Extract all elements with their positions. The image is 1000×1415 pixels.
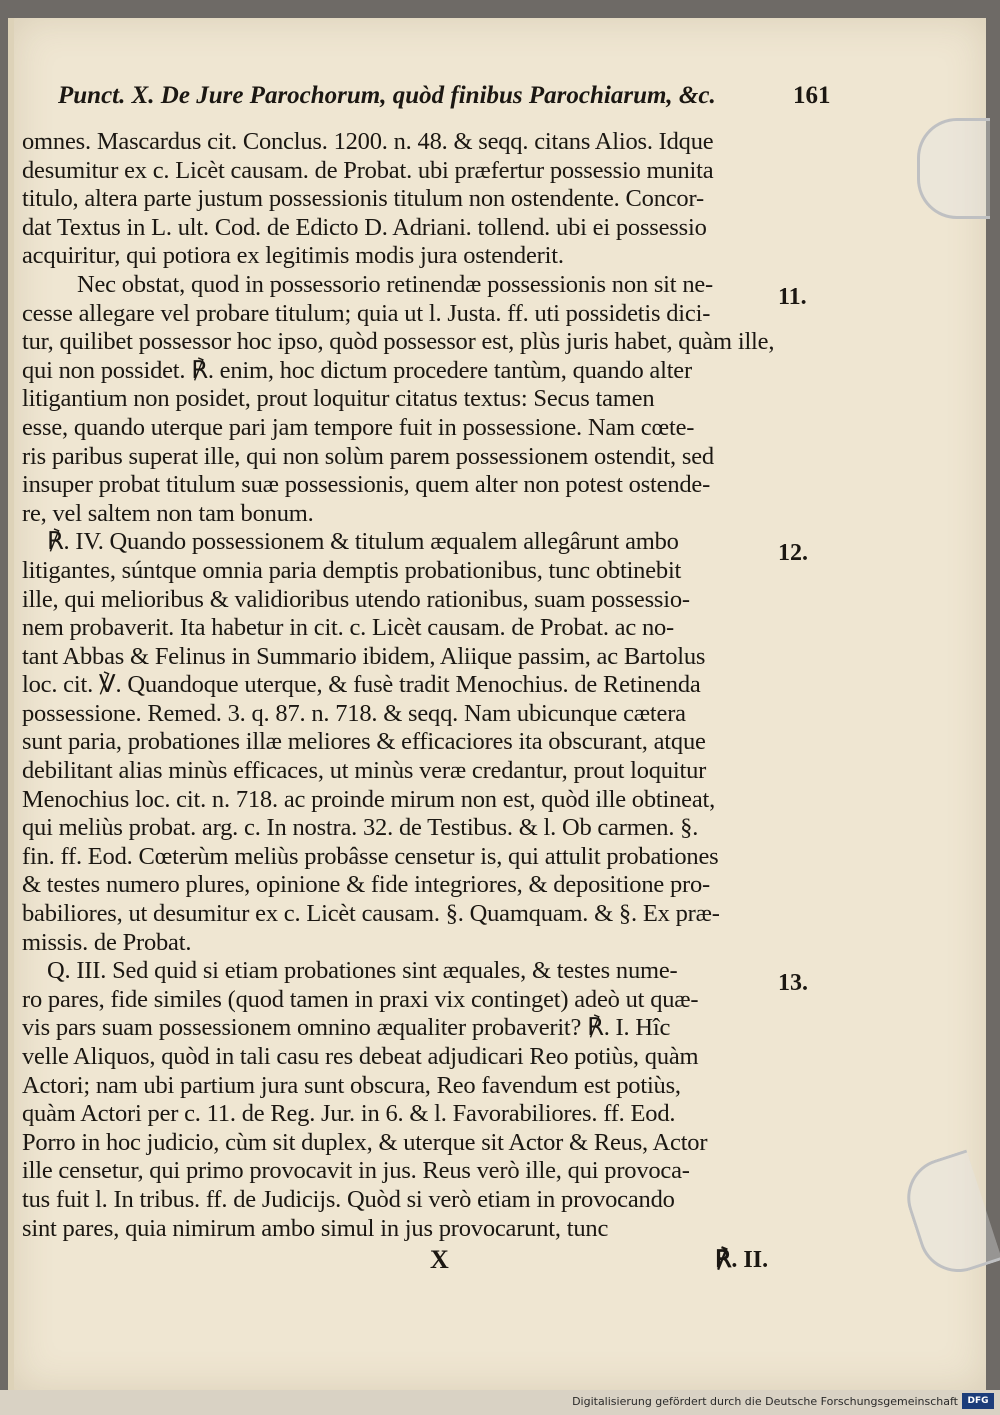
text-line: acquiritur, qui potiora ex legitimis modis jura ostenderit. xyxy=(22,242,564,270)
text-line: possessione. Remed. 3. q. 87. n. 718. & seqq. Nam ubicunque cætera xyxy=(22,699,686,727)
text-line: re, vel saltem non tam bonum. xyxy=(22,499,314,527)
text-line: loc. cit. ℣. Quandoque uterque, & fusè tradit Menochius. de Retinenda xyxy=(22,671,701,699)
text-line: Q. III. Sed quid si etiam probationes sint æquales, & testes nume- xyxy=(47,957,678,985)
text-line: ℟. IV. Quando possessionem & titulum æqualem allegârunt ambo xyxy=(47,528,679,556)
text-line: quàm Actori per c. 11. de Reg. Jur. in 6. & l. Favorabiliores. ff. Eod. xyxy=(22,1100,676,1128)
text-line: qui meliùs probat. arg. c. In nostra. 32. de Testibus. & l. Ob carmen. §. xyxy=(22,814,699,842)
text-line: tant Abbas & Felinus in Summario ibidem, Aliique passim, ac Bartolus xyxy=(22,642,706,670)
page-number: 161 xyxy=(793,82,831,109)
text-line: velle Aliquos, quòd in tali casu res debeat adjudicari Reo potiùs, quàm xyxy=(22,1043,699,1070)
text-line: ro pares, fide similes (quod tamen in praxi vix continget) adeò ut quæ- xyxy=(22,985,699,1013)
margin-number: 13. xyxy=(778,970,808,996)
text-line: ille, qui melioribus & validioribus utendo rationibus, suam possessio- xyxy=(22,585,690,613)
margin-number: 12. xyxy=(778,540,808,566)
digitization-footer xyxy=(0,1390,1000,1415)
funding-credit: Digitalisierung gefördert durch die Deutsche Forschungsgemeinschaft xyxy=(572,1395,958,1408)
text-line: missis. de Probat. xyxy=(22,928,192,956)
text-line: litigantes, súntque omnia paria demptis probationibus, tunc obtinebit xyxy=(22,556,682,584)
running-header xyxy=(58,82,848,110)
text-line: qui non possidet. ℟. enim, hoc dictum procedere tantùm, quando alter xyxy=(22,356,692,384)
text-line: vis pars suam possessionem omnino æqualiter probaverit? ℟. I. Hîc xyxy=(22,1014,671,1042)
text-line: fin. ff. Eod. Cœterùm meliùs probâsse censetur is, qui attulit probationes xyxy=(22,842,719,870)
text-line: ille censetur, qui primo provocavit in jus. Reus verò ille, qui provoca- xyxy=(22,1157,690,1185)
text-line: tur, quilibet possessor hoc ipso, quòd possessor est, plùs juris habet, quàm ille, xyxy=(22,328,775,356)
text-line: omnes. Mascardus cit. Conclus. 1200. n. 48. & seqq. citans Alios. Idque xyxy=(22,128,714,155)
page-clip-top xyxy=(917,118,990,219)
text-line: debilitant alias minùs efficaces, ut minùs veræ credantur, prout loquitur xyxy=(22,757,707,785)
text-line: babiliores, ut desumitur ex c. Licèt causam. §. Quamquam. & §. Ex præ- xyxy=(22,900,720,928)
page-clip-bottom xyxy=(897,1150,1000,1283)
running-title: Punct. X. De Jure Parochorum, quòd finibus Parochiarum, &c. xyxy=(58,82,716,109)
text-line: litigantium non posidet, prout loquitur citatus textus: Secus tamen xyxy=(22,385,655,413)
signature-mark: X xyxy=(430,1245,449,1274)
text-line: sunt paria, probationes illæ meliores & efficaciores ita obscurant, atque xyxy=(22,728,706,756)
margin-number: 11. xyxy=(778,284,807,310)
text-line: dat Textus in L. ult. Cod. de Edicto D. Adriani. tollend. ubi ei possessio xyxy=(22,213,707,241)
text-line: tus fuit l. In tribus. ff. de Judicijs. Quòd si verò etiam in provocando xyxy=(22,1185,675,1213)
text-line: titulo, altera parte justum possessionis titulum non ostendente. Concor- xyxy=(22,185,704,213)
text-line: Menochius loc. cit. n. 718. ac proinde mirum non est, quòd ille obtineat, xyxy=(22,785,716,813)
text-line: Nec obstat, quod in possessorio retinendæ possessionis non sit ne- xyxy=(77,270,714,298)
text-line: desumitur ex c. Licèt causam. de Probat. ubi præfertur possessio munita xyxy=(22,156,714,184)
text-line: sint pares, quia nimirum ambo simul in jus provocarunt, tunc xyxy=(22,1214,609,1242)
text-line: & testes numero plures, opinione & fide integriores, & depositione pro- xyxy=(22,871,710,899)
text-line: cesse allegare vel probare titulum; quia ut l. Justa. ff. uti possidetis dici- xyxy=(22,299,711,327)
body-text xyxy=(22,128,792,1243)
text-line: Porro in hoc judicio, cùm sit duplex, & uterque sit Actor & Reus, Actor xyxy=(22,1128,708,1156)
catchword: ℟. II. xyxy=(715,1247,769,1273)
text-line: esse, quando uterque pari jam tempore fuit in possessione. Nam cœte- xyxy=(22,413,695,441)
text-line: insuper probat titulum suæ possessionis, quem alter non potest ostende- xyxy=(22,471,711,499)
dfg-logo: DFG xyxy=(962,1393,994,1409)
text-line: Actori; nam ubi partium jura sunt obscura, Reo favendum est potiùs, xyxy=(22,1071,681,1099)
text-line: ris paribus superat ille, qui non solùm parem possessionem ostendit, sed xyxy=(22,442,714,470)
text-line: nem probaverit. Ita habetur in cit. c. Licèt causam. de Probat. ac no- xyxy=(22,614,674,642)
